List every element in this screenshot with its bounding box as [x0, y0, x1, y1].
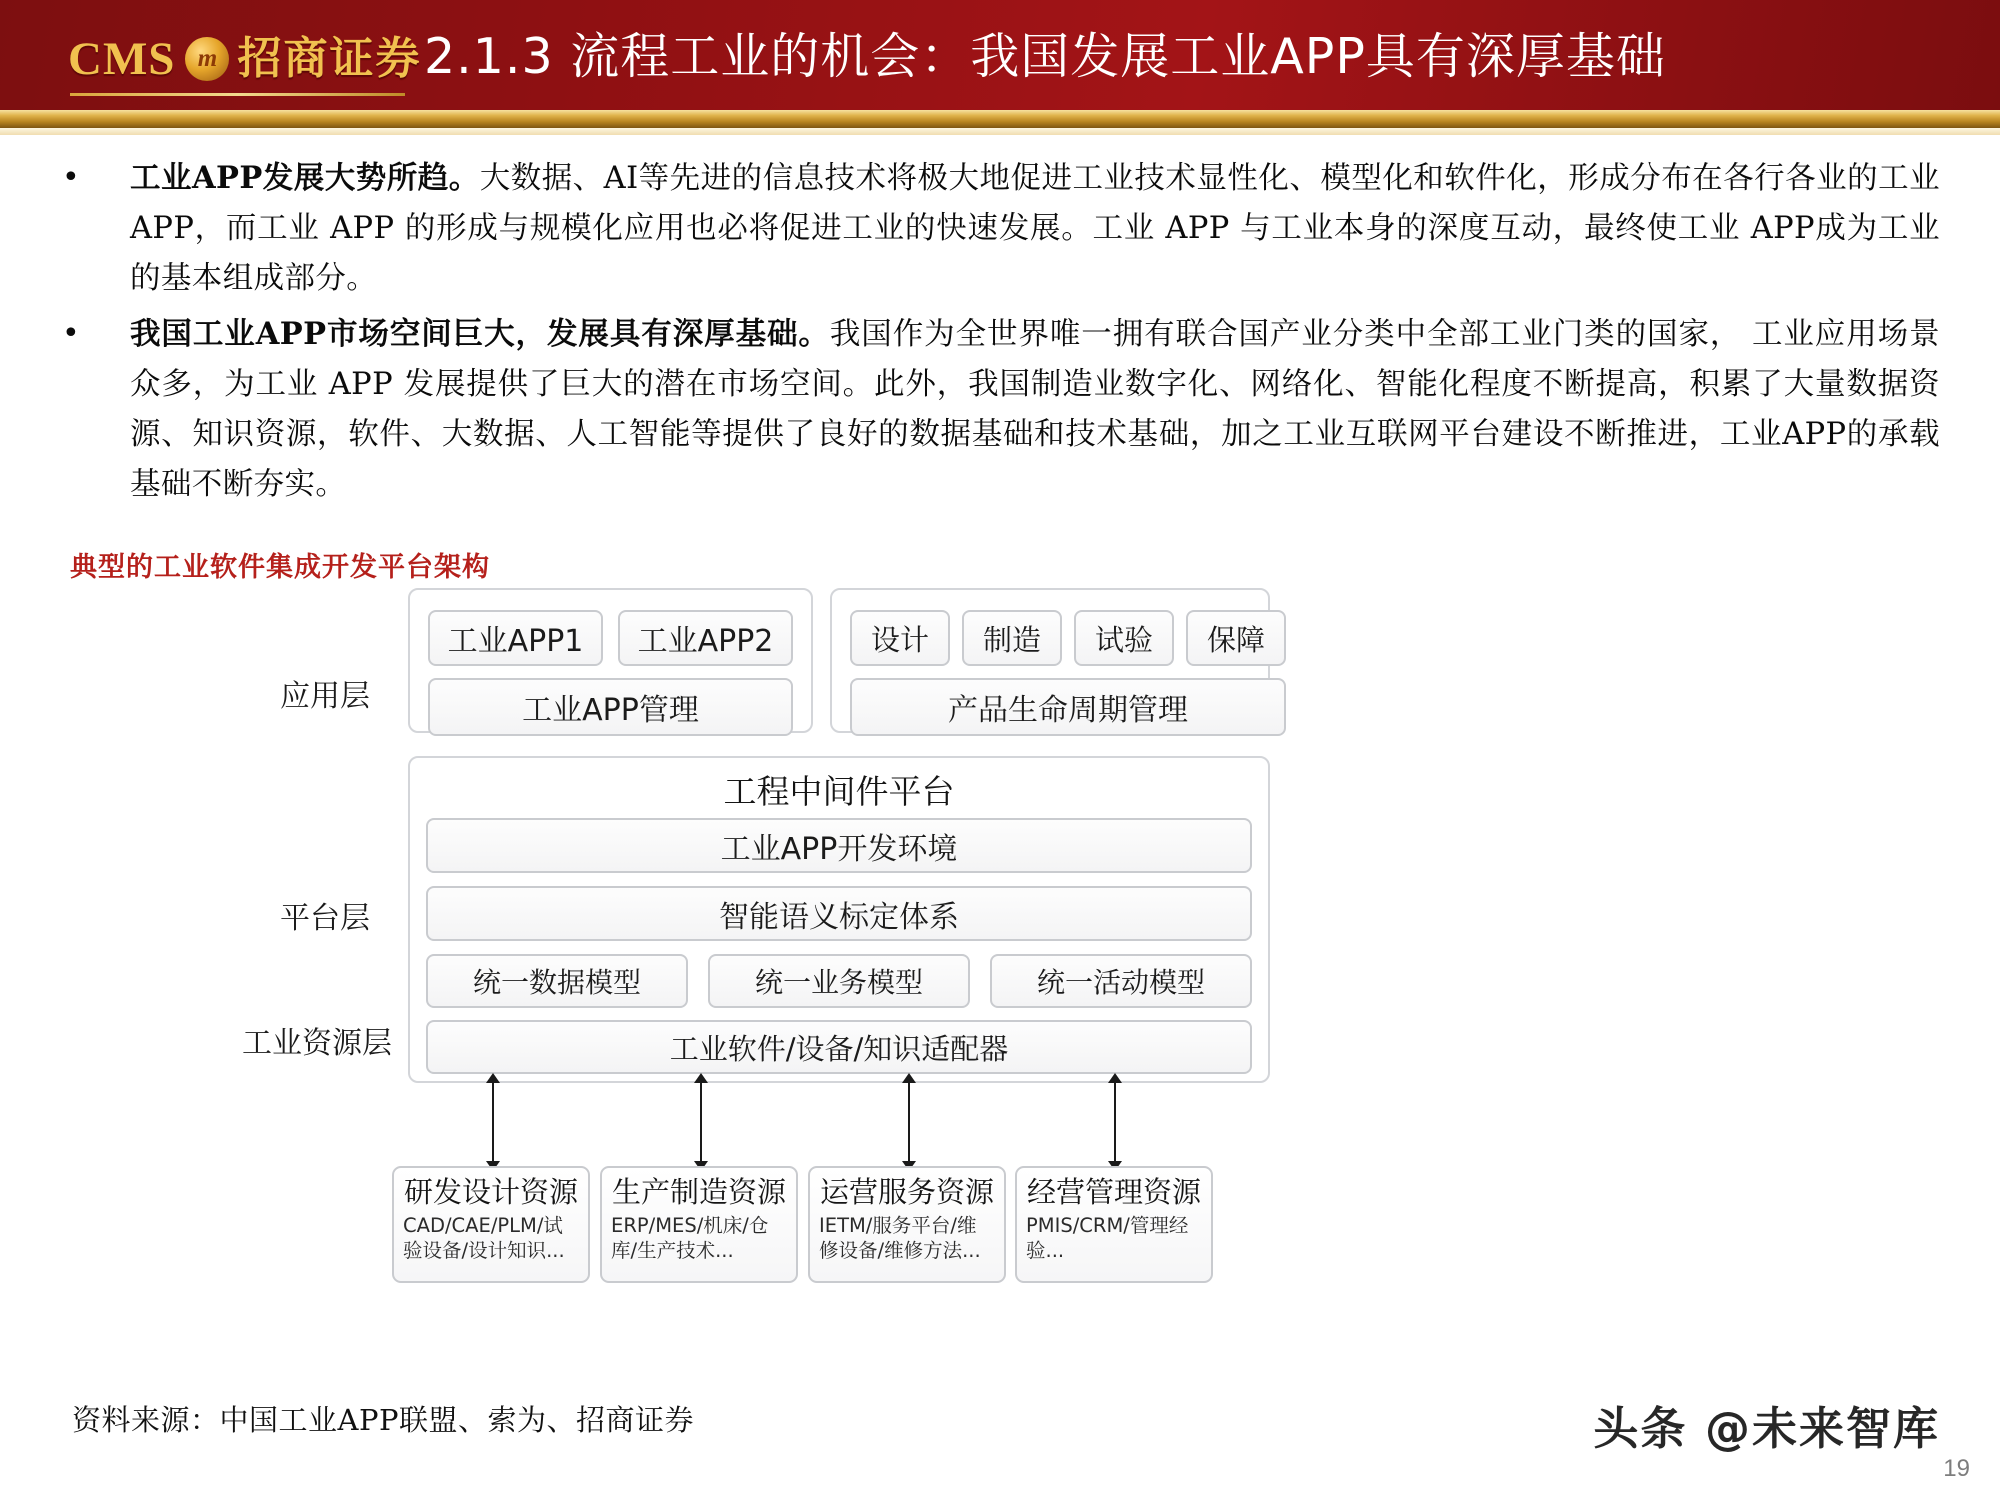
- business-management-resource-title: 经营管理资源: [1026, 1175, 1201, 1209]
- box-operation-service-resource[interactable]: [808, 1166, 1006, 1283]
- bullet-lead-2: 我国工业APP市场空间巨大，发展具有深厚基础。: [130, 316, 830, 352]
- operation-service-resource-title: 运营服务资源: [819, 1175, 994, 1209]
- box-app-dev-environment[interactable]: 工业APP开发环境: [426, 818, 1252, 873]
- watermark: 头条 @未来智库: [1593, 1402, 1940, 1455]
- box-software-device-knowledge-adapter[interactable]: 工业软件/设备/知识适配器: [426, 1020, 1252, 1074]
- connector-arrow-2: [700, 1082, 702, 1162]
- bullet-text-2: 我国作为全世界唯一拥有联合国产业分类中全部工业门类的国家， 工业应用场景众多，为工业 APP 发展提供了巨大的潜在市场空间。此外，我国制造业数字化、网络化、智能化程度不断提高，积累了大量数据资源、知识资源，软件、大数据、人工智能等提供了良好的数据基础和技术基础，加之工业互联网平台建设不断推进，工业APP的承载基础不断夯实。: [130, 317, 1940, 502]
- box-unified-activity-model[interactable]: 统一活动模型: [990, 954, 1252, 1008]
- box-support[interactable]: 保障: [1186, 610, 1286, 666]
- production-resource-title: 生产制造资源: [611, 1175, 786, 1209]
- box-industrial-app2[interactable]: 工业APP2: [618, 610, 793, 666]
- box-unified-business-model[interactable]: 统一业务模型: [708, 954, 970, 1008]
- box-semantic-calibration-system[interactable]: 智能语义标定体系: [426, 886, 1252, 941]
- header-gold-band: [0, 110, 2000, 128]
- box-unified-data-model[interactable]: 统一数据模型: [426, 954, 688, 1008]
- production-resource-sub: ERP/MES/机床/仓库/生产技术...: [611, 1214, 769, 1262]
- connector-arrow-3: [908, 1082, 910, 1162]
- bullet-item-1: [0, 135, 1940, 304]
- layer-label-resource: 工业资源层: [242, 1026, 392, 1061]
- operation-service-resource-sub: IETM/服务平台/维修设备/维修方法...: [819, 1214, 981, 1262]
- connector-arrow-4: [1114, 1082, 1116, 1162]
- page-number: 19: [1943, 1455, 1970, 1482]
- layer-label-application: 应用层: [280, 679, 370, 714]
- source-note: 资料来源：中国工业APP联盟、索为、招商证券: [72, 1403, 694, 1437]
- rd-design-resource-sub: CAD/CAE/PLM/试验设备/设计知识...: [403, 1214, 565, 1262]
- figure-caption: 典型的工业软件集成开发平台架构: [70, 552, 490, 583]
- box-product-lifecycle-management[interactable]: 产品生命周期管理: [850, 678, 1286, 736]
- box-test[interactable]: 试验: [1074, 610, 1174, 666]
- logo-underline: [70, 93, 405, 96]
- header-gold-band-light: [0, 128, 2000, 135]
- logo-badge-icon: m: [185, 37, 229, 81]
- rd-design-resource-title: 研发设计资源: [403, 1175, 578, 1209]
- layer-label-platform: 平台层: [280, 901, 370, 936]
- box-manufacture[interactable]: 制造: [962, 610, 1062, 666]
- slide-body: [0, 135, 2000, 510]
- logo-chinese-text: 招商证券: [237, 33, 422, 84]
- box-design[interactable]: 设计: [850, 610, 950, 666]
- box-rd-design-resource[interactable]: [392, 1166, 590, 1283]
- box-production-resource[interactable]: [600, 1166, 798, 1283]
- bullet-marker-2: •: [62, 316, 81, 351]
- architecture-diagram: [240, 588, 1570, 1378]
- box-industrial-app1[interactable]: 工业APP1: [428, 610, 603, 666]
- box-industrial-app-management[interactable]: 工业APP管理: [428, 678, 793, 736]
- box-business-management-resource[interactable]: [1015, 1166, 1213, 1283]
- business-management-resource-sub: PMIS/CRM/管理经验...: [1026, 1214, 1189, 1262]
- page-header: [0, 0, 2000, 110]
- bullet-marker-1: •: [62, 160, 81, 195]
- bullet-list: [0, 135, 2000, 510]
- connector-arrow-1: [492, 1082, 494, 1162]
- page-title: 2.1.3 流程工业的机会：我国发展工业APP具有深厚基础: [424, 28, 1666, 85]
- platform-title: 工程中间件平台: [723, 772, 955, 811]
- company-logo: [68, 28, 421, 90]
- bullet-text-1: 大数据、AI等先进的信息技术将极大地促进工业技术显性化、模型化和软件化，形成分布在各行各业的工业 APP，而工业 APP 的形成与规模化应用也必将促进工业的快速发展。工业 APP 与工业本身的深度互动，最终使工业 APP成为工业的基本组成部分。: [130, 161, 1940, 296]
- bullet-lead-1: 工业APP发展大势所趋。: [130, 160, 480, 196]
- bullet-item-2: [0, 309, 1940, 510]
- logo-cms-text: CMS: [68, 32, 176, 85]
